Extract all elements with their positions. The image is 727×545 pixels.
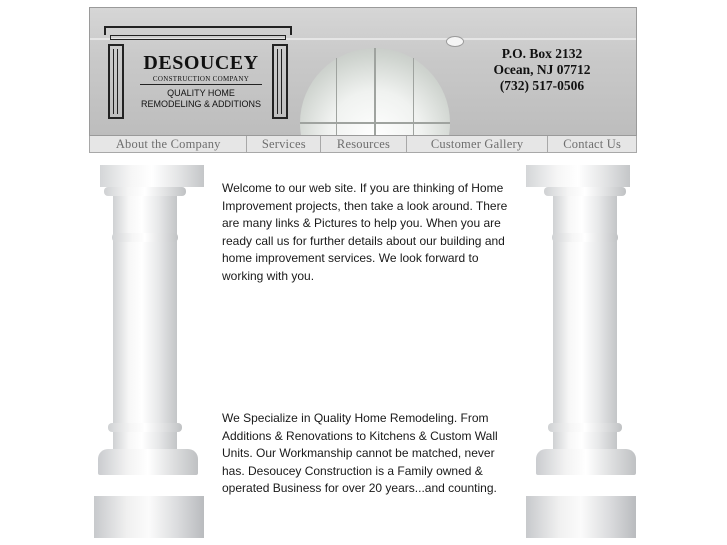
- logo-tagline-2: REMODELING & ADDITIONS: [140, 99, 262, 109]
- nav-resources[interactable]: Resources: [321, 136, 407, 152]
- nav-contact-us[interactable]: Contact Us: [563, 137, 622, 151]
- city-state-zip: Ocean, NJ 07712: [493, 62, 591, 77]
- phone-number: (732) 517-0506: [499, 78, 585, 93]
- company-logo[interactable]: [104, 26, 292, 119]
- logo-name: DESOUCEY: [143, 52, 259, 74]
- contact-info: [462, 46, 622, 94]
- specialize-paragraph: We Specialize in Quality Home Remodeling. From Additions & Renovations to Kitchens & Custom Wall Units. Our Workmanship cannot be matched, never has. Desoucey Construction is a Family owned & operated Business for over 20 years...and counting.: [222, 411, 498, 495]
- main-nav: [89, 136, 637, 153]
- nav-services[interactable]: Services: [247, 136, 321, 152]
- nav-about-the-company[interactable]: About the Company: [90, 136, 247, 152]
- nav-customer-gallery[interactable]: Customer Gallery: [407, 136, 548, 152]
- welcome-paragraph: Welcome to our web site. If you are thinking of Home Improvement projects, then take a look around. There are many links & Pictures to help you. When you are ready call us for further details about our building and home improvement services. We look forward to working with you.: [222, 181, 508, 283]
- logo-tagline-1: QUALITY HOME: [167, 88, 235, 98]
- left-column-image: [100, 165, 204, 538]
- header-banner: [89, 7, 637, 136]
- logo-subtitle: CONSTRUCTION COMPANY: [152, 75, 250, 83]
- window-image: [300, 48, 450, 136]
- po-box: P.O. Box 2132: [501, 46, 583, 61]
- right-column-image: [526, 165, 630, 538]
